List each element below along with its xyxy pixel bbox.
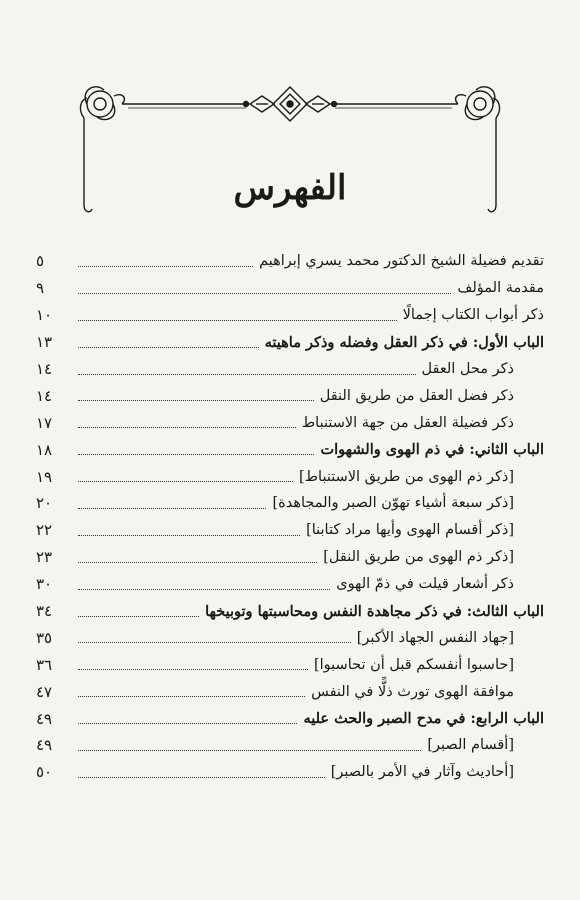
toc-entry-page-number: ٢٢ — [36, 521, 53, 540]
dot-leader — [78, 535, 300, 536]
toc-entry-label: [جهاد النفس الجهاد الأكبر] — [356, 629, 514, 646]
dot-leader — [78, 642, 351, 643]
toc-entry-label: [أحاديث وآثار في الأمر بالصبر] — [330, 764, 514, 781]
dot-leader — [78, 589, 330, 590]
toc-entry-page-number: ١٨ — [36, 440, 53, 459]
toc-entry-label: الباب الرابع: في مدح الصبر والحث عليه — [303, 710, 544, 728]
toc-entry-label: ذكر فضيلة العقل من جهة الاستنباط — [301, 414, 514, 431]
dot-leader — [78, 562, 317, 563]
toc-entry — [36, 678, 544, 705]
toc-entry-page-number: ١٠ — [36, 306, 53, 325]
dot-leader — [78, 427, 296, 428]
dot-leader — [78, 454, 314, 455]
toc-entry-page-number: ١٤ — [36, 386, 53, 405]
dot-leader — [78, 696, 305, 697]
toc-entry-page-number: ١٣ — [36, 333, 53, 352]
dot-leader — [78, 616, 199, 617]
toc-entry — [36, 517, 544, 544]
dot-leader — [78, 481, 293, 482]
toc-entry-label: الباب الثالث: في ذكر مجاهدة النفس ومحاسبتها وتوبيخها — [205, 602, 544, 620]
toc-entry-label: الباب الأول: في ذكر العقل وفضله وذكر ماهيته — [264, 333, 544, 351]
toc-entry-page-number: ٣٦ — [36, 655, 53, 674]
toc-entry — [36, 651, 544, 678]
page-title: الفهرس — [233, 168, 347, 208]
toc-entry — [36, 598, 544, 625]
toc-entry-page-number: ٥٠ — [36, 763, 53, 782]
toc-entry-page-number: ٢٣ — [36, 548, 53, 567]
dot-leader — [78, 669, 308, 670]
toc-entry — [36, 490, 544, 517]
dot-leader — [78, 400, 314, 401]
toc-entry-page-number: ٣٠ — [36, 575, 53, 594]
dot-leader — [78, 723, 297, 724]
toc-entry — [36, 302, 544, 329]
toc-entry-label: ذكر محل العقل — [421, 361, 514, 377]
table-of-contents — [36, 248, 544, 786]
toc-entry-label: تقديم فضيلة الشيخ الدكتور محمد يسري إبراهيم — [259, 253, 544, 270]
toc-entry-label: [ذكر سبعة أشياء تهوّن الصبر والمجاهدة] — [272, 495, 514, 512]
toc-entry-label: [أقسام الصبر] — [427, 737, 514, 754]
dot-leader — [78, 750, 421, 751]
dot-leader — [78, 293, 451, 294]
toc-entry — [36, 248, 544, 275]
dot-leader — [78, 266, 253, 267]
toc-entry-page-number: ٣٥ — [36, 628, 53, 647]
toc-entry-label: موافقة الهوى تورث ذلًّا في النفس — [311, 683, 514, 700]
toc-entry-label: [ذكر أقسام الهوى وأيها مراد كتابنا] — [306, 522, 514, 539]
toc-entry-page-number: ١٩ — [36, 467, 53, 486]
toc-entry — [36, 705, 544, 732]
dot-leader — [78, 374, 416, 375]
toc-entry — [36, 732, 544, 759]
toc-entry-page-number: ٤٧ — [36, 682, 53, 701]
toc-entry — [36, 436, 544, 463]
toc-entry-page-number: ١٧ — [36, 413, 53, 432]
toc-entry — [36, 624, 544, 651]
toc-entry-label: مقدمة المؤلف — [457, 280, 544, 297]
toc-entry-page-number: ٩ — [36, 279, 45, 298]
toc-entry — [36, 409, 544, 436]
toc-entry — [36, 329, 544, 356]
dot-leader — [78, 777, 325, 778]
dot-leader — [78, 508, 266, 509]
toc-entry-page-number: ٢٠ — [36, 494, 53, 513]
toc-entry — [36, 382, 544, 409]
toc-entry — [36, 275, 544, 302]
toc-entry-page-number: ٣٤ — [36, 602, 53, 621]
toc-entry-page-number: ١٤ — [36, 360, 53, 378]
toc-entry — [36, 544, 544, 571]
toc-entry — [36, 463, 544, 490]
dot-leader — [78, 347, 259, 348]
toc-entry-page-number: ٤٩ — [36, 736, 53, 755]
toc-entry — [36, 759, 544, 786]
toc-entry-label: [ذكر ذم الهوى من طريق الاستنباط] — [298, 468, 514, 485]
toc-entry-page-number: ٥ — [36, 252, 45, 271]
toc-entry-page-number: ٤٩ — [36, 709, 53, 728]
toc-entry-label: [حاسبوا أنفسكم قبل أن تحاسبوا] — [314, 656, 514, 673]
toc-entry-label: الباب الثاني: في ذم الهوى والشهوات — [320, 441, 544, 459]
toc-entry-label: [ذكر ذم الهوى من طريق النقل] — [323, 549, 514, 566]
toc-entry — [36, 356, 544, 383]
toc-entry-label: ذكر أشعار قيلت في ذمّ الهوى — [336, 576, 514, 593]
toc-entry — [36, 571, 544, 598]
toc-entry-label: ذكر فضل العقل من طريق النقل — [319, 387, 514, 404]
toc-entry-label: ذكر أبواب الكتاب إجمالًا — [402, 307, 544, 324]
dot-leader — [78, 320, 397, 321]
